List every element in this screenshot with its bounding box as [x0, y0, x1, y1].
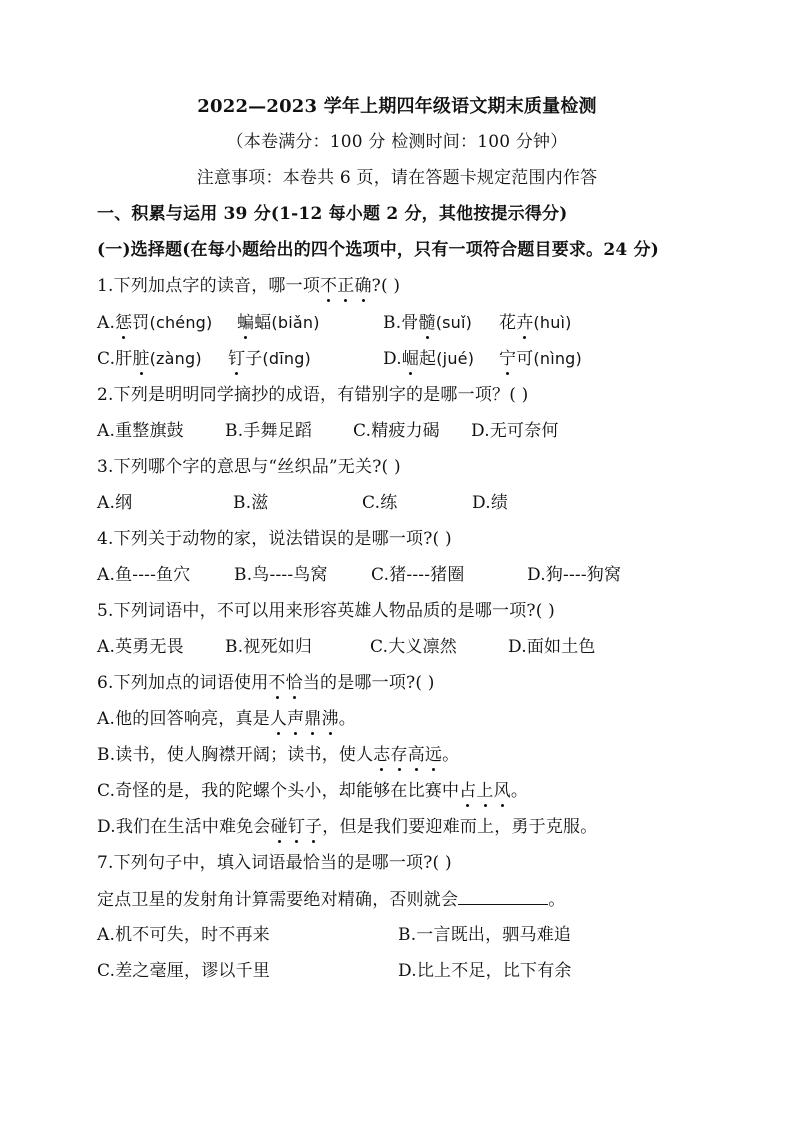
q1-dotted-char: 正: [337, 276, 355, 296]
q1-c2-pinyin: (dīng): [262, 349, 311, 368]
q6-a-dotted-char: 人: [269, 709, 288, 729]
q4-option-d: D.狗----狗窝: [527, 565, 622, 585]
q6-c-end: 。: [510, 781, 529, 801]
q6-c-dotted-char: 风: [493, 781, 511, 801]
q6-b-dotted-char: 远: [424, 745, 443, 765]
q1-stem-text: 1.下列加点字的读音，哪一项: [97, 276, 321, 296]
q6-option-b: [97, 744, 459, 766]
q1-d-dotted-char: 崛: [401, 349, 420, 369]
q3-option-b: B.滋: [233, 493, 269, 513]
question-7-sentence: [97, 888, 565, 911]
q1-dotted-char: 不: [320, 276, 338, 296]
q6-d-dotted-char: 钉: [287, 817, 306, 837]
q1-d2-dotted-char: 宁: [499, 349, 517, 369]
q3-option-a: A.纲: [97, 493, 133, 513]
question-7-stem: 7.下列句子中，填入词语最恰当的是哪一项?( ): [97, 853, 452, 873]
q1-d2-rest: 可: [516, 349, 534, 369]
q7-option-d: D.比上不足，比下有余: [398, 961, 572, 981]
q6-option-a: [97, 708, 356, 730]
q6-a-end: 。: [338, 709, 356, 729]
q6-dotted-char: 不: [268, 673, 286, 693]
q1-option-d-second: [499, 348, 582, 370]
q4-option-c: C.猪----猪圈: [371, 565, 465, 585]
q6-a-dotted-char: 声: [287, 709, 305, 729]
q6-d-end: ，但是我们要迎难而上，勇于克服。: [322, 817, 598, 837]
q1-b-pinyin: (suǐ): [435, 313, 473, 332]
q1-c2-dotted-char: 钉: [228, 349, 246, 369]
q6-b-dotted-char: 志: [373, 745, 391, 765]
q1-c-prefix: C.肝: [97, 349, 133, 369]
q1-option-c: [97, 348, 202, 370]
q6-a-dotted-char: 沸: [321, 709, 339, 729]
q1-d-rest: 起: [419, 349, 437, 369]
q6-stem-text: 6.下列加点的词语使用: [97, 673, 269, 693]
q1-b2-pinyin: (huì): [533, 313, 572, 332]
q5-option-d: D.面如土色: [508, 637, 596, 657]
question-6-stem: [97, 672, 435, 694]
q6-option-d: [97, 816, 597, 838]
q5-option-c: C.大义凛然: [370, 637, 458, 657]
q1-a2-pinyin: (biǎn): [271, 313, 320, 332]
q4-option-a: A.鱼----鱼穴: [97, 565, 191, 585]
question-1-stem: [97, 275, 400, 297]
q1-b-dotted-char: 髓: [418, 313, 436, 333]
q6-stem-rest: 当的是哪一项?( ): [302, 673, 435, 693]
q1-option-a-second: [237, 312, 320, 334]
q1-b2-dotted-char: 卉: [516, 313, 534, 333]
q2-option-b: B.手舞足蹈: [225, 421, 313, 441]
q1-b2-prefix: 花: [499, 313, 517, 333]
q1-a-pinyin: (chéng): [149, 313, 213, 332]
question-2-stem: 2.下列是明明同学摘抄的成语，有错别字的是哪一项？( ): [97, 385, 529, 405]
q1-d-pinyin: (jué): [436, 349, 475, 368]
q1-a-rest: 罚: [132, 313, 150, 333]
q6-option-c: [97, 780, 528, 802]
q1-a2-rest: 蝠: [254, 313, 272, 333]
q1-option-b: [383, 312, 472, 334]
q1-option-a: [97, 312, 212, 334]
q5-option-b: B.视死如归: [225, 637, 313, 657]
q1-d-prefix: D.: [383, 349, 402, 369]
question-4-stem: 4.下列关于动物的家，说法错误的是哪一项?( ): [97, 529, 452, 549]
q6-a-dotted-char: 鼎: [304, 709, 322, 729]
q7-fill-blank: [458, 888, 548, 905]
q7-option-c: C.差之毫厘，谬以千里: [97, 961, 271, 981]
q2-option-d: D.无可奈何: [471, 421, 559, 441]
q6-d-dotted-char: 碰: [270, 817, 288, 837]
q2-option-a: A.重整旗鼓: [97, 421, 184, 441]
q7-option-b: B.一言既出，驷马难追: [398, 925, 572, 945]
q6-d-dotted-char: 子: [305, 817, 323, 837]
q5-option-a: A.英勇无畏: [97, 637, 184, 657]
q1-c-dotted-char: 脏: [132, 349, 150, 369]
q1-a-prefix: A.: [97, 313, 116, 333]
q1-option-c-second: [228, 348, 311, 370]
question-5-stem: 5.下列词语中，不可以用来形容英雄人物品质的是哪一项?( ): [97, 601, 556, 621]
q3-option-d: D.绩: [472, 493, 509, 513]
q1-option-b-second: [499, 312, 572, 334]
q1-a-dotted-char: 惩: [115, 313, 133, 333]
q6-b-text: B.读书，使人胸襟开阔；读书，使人: [97, 745, 374, 765]
exam-subtitle: （本卷满分：100 分 检测时间：100 分钟）: [226, 132, 568, 152]
question-3-stem: 3.下列哪个字的意思与“丝织品”无关?( ): [97, 457, 401, 477]
q1-a2-dotted-char: 蝙: [237, 313, 255, 333]
exam-notice: 注意事项：本卷共 6 页，请在答题卡规定范围内作答: [196, 168, 598, 188]
q6-d-text: D.我们在生活中难免会: [97, 817, 271, 837]
section-heading: 一、积累与运用 39 分(1-12 每小题 2 分，其他按提示得分): [97, 204, 568, 224]
q1-b-prefix: B.骨: [383, 313, 419, 333]
q7-sentence-end: 。: [548, 890, 566, 910]
q1-answer-paren: ?( ): [371, 276, 401, 296]
q6-c-text: C.奇怪的是，我的陀螺个头小，却能够在比赛中: [97, 781, 460, 801]
q6-b-dotted-char: 高: [407, 745, 425, 765]
q6-dotted-char: 恰: [285, 673, 303, 693]
q2-option-c: C.精疲力碣: [353, 421, 441, 441]
q6-c-dotted-char: 占: [459, 781, 477, 801]
q1-c2-rest: 子: [245, 349, 263, 369]
q4-option-b: B.鸟----鸟窝: [234, 565, 328, 585]
q6-b-dotted-char: 存: [390, 745, 408, 765]
page-title: 2022—2023 学年上期四年级语文期末质量检测: [197, 96, 597, 117]
q1-option-d: [383, 348, 474, 370]
q7-option-a: A.机不可失，时不再来: [97, 925, 270, 945]
q1-d2-pinyin: (nìng): [533, 349, 582, 368]
q6-a-text: A.他的回答响亮，真是: [97, 709, 270, 729]
q6-b-end: 。: [442, 745, 460, 765]
subsection-heading: (一)选择题(在每小题给出的四个选项中，只有一项符合题目要求。24 分): [97, 240, 659, 260]
q7-sentence-text: 定点卫星的发射角计算需要绝对精确，否则就会: [97, 890, 459, 910]
q1-dotted-char: 确: [354, 276, 372, 296]
q6-c-dotted-char: 上: [476, 781, 494, 801]
q1-c-pinyin: (zàng): [149, 349, 202, 368]
q3-option-c: C.练: [362, 493, 398, 513]
